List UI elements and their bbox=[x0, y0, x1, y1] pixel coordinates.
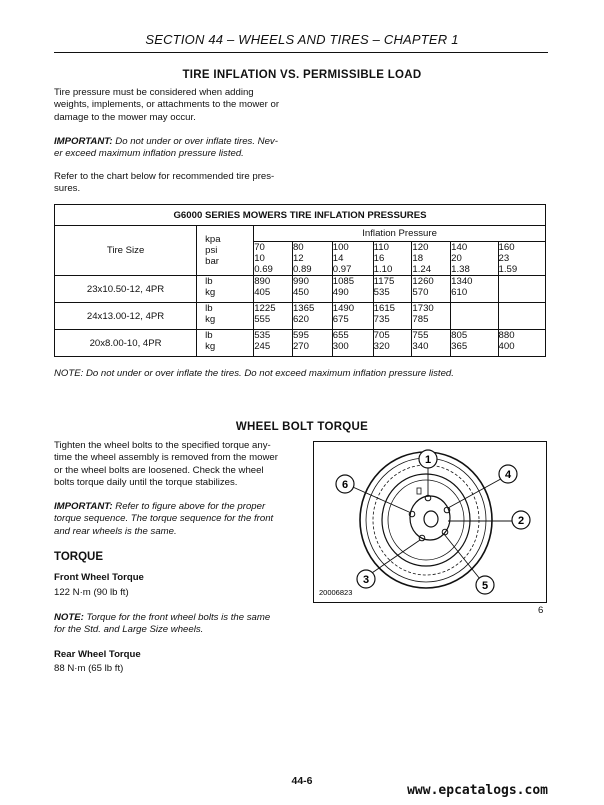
pressure-value: 10 bbox=[254, 253, 265, 264]
pressure-column-cell bbox=[412, 242, 451, 276]
unit-label: lb bbox=[205, 303, 213, 314]
unit-cell bbox=[197, 330, 254, 357]
pressure-value: 14 bbox=[332, 253, 344, 264]
load-value: 300 bbox=[332, 341, 349, 352]
pressure-value: 140 bbox=[451, 242, 468, 253]
load-value: 675 bbox=[332, 314, 349, 325]
torque-heading: TORQUE bbox=[54, 551, 103, 563]
callout-6 bbox=[336, 475, 354, 493]
important-text: er exceed maximum inflation pressure listed. bbox=[54, 148, 244, 160]
load-value-cell bbox=[292, 330, 332, 357]
pressure-value: 80 bbox=[292, 242, 304, 253]
load-value: 365 bbox=[451, 341, 468, 352]
pressure-column-cell bbox=[292, 242, 332, 276]
pressure-value: 1.59 bbox=[498, 264, 518, 275]
inflation-pressure-header: Inflation Pressure bbox=[254, 226, 546, 242]
load-value: 405 bbox=[254, 287, 271, 298]
pressure-column-cell bbox=[498, 242, 545, 276]
load-value-cell bbox=[254, 276, 293, 303]
pressure-column-cell bbox=[254, 242, 293, 276]
load-value-cell bbox=[412, 276, 451, 303]
page-number: 44-6 bbox=[291, 775, 313, 787]
load-value: 705 bbox=[373, 330, 390, 341]
table-title: G6000 SERIES MOWERS TIRE INFLATION PRESSURES bbox=[55, 205, 546, 226]
load-value-cell bbox=[498, 303, 545, 330]
load-value bbox=[499, 314, 545, 325]
load-value: 340 bbox=[412, 341, 429, 352]
load-value-cell bbox=[451, 303, 498, 330]
load-value: 1340 bbox=[451, 276, 473, 287]
front-wheel-torque-value: 122 N·m (90 lb ft) bbox=[54, 587, 129, 598]
pressure-value: 0.89 bbox=[292, 264, 312, 275]
unit-label: lb bbox=[205, 330, 213, 341]
pressure-value: 1.24 bbox=[412, 264, 432, 275]
pressure-value: 100 bbox=[332, 242, 349, 253]
torque-line: bolts torque daily until the torque stabilizes. bbox=[54, 476, 238, 488]
load-value: 1730 bbox=[412, 303, 434, 314]
load-value-cell bbox=[332, 276, 373, 303]
units-header bbox=[197, 226, 254, 276]
table-row bbox=[55, 303, 546, 330]
table-row bbox=[55, 276, 546, 303]
load-value: 490 bbox=[332, 287, 349, 298]
load-value: 1615 bbox=[373, 303, 396, 314]
torque-line: or the wheel bolts are loosened. Check the wheel bbox=[54, 464, 264, 476]
load-value: 320 bbox=[373, 341, 390, 352]
pressure-column-cell bbox=[332, 242, 373, 276]
load-value: 620 bbox=[292, 314, 309, 325]
callout-label: 3 bbox=[362, 574, 370, 586]
pressure-value: 160 bbox=[498, 242, 515, 253]
load-value: 890 bbox=[254, 276, 271, 287]
unit-label: kg bbox=[205, 287, 216, 298]
callout-4 bbox=[499, 465, 517, 483]
load-value-cell bbox=[412, 303, 451, 330]
pressure-value: 1.38 bbox=[451, 264, 470, 275]
tire-size-cell: 24x13.00-12, 4PR bbox=[55, 303, 197, 330]
load-value: 270 bbox=[292, 341, 309, 352]
wheel-torque-figure bbox=[313, 441, 547, 603]
important-text: Do not under or over inflate tires. Nev- bbox=[112, 136, 278, 147]
tire-inflation-table bbox=[54, 204, 546, 357]
front-wheel-torque-label: Front Wheel Torque bbox=[54, 572, 144, 583]
load-value: 555 bbox=[254, 314, 271, 325]
important-paragraph bbox=[54, 136, 294, 161]
tire-size-cell: 20x8.00-10, 4PR bbox=[55, 330, 197, 357]
intro-line: damage to the mower may occur. bbox=[54, 111, 196, 123]
load-value: 755 bbox=[412, 330, 429, 341]
callout-label: 6 bbox=[341, 479, 349, 491]
load-value bbox=[451, 303, 497, 314]
refer-paragraph bbox=[54, 171, 294, 196]
unit-cell bbox=[197, 276, 254, 303]
load-value: 535 bbox=[254, 330, 271, 341]
load-value-cell bbox=[498, 276, 545, 303]
torque-important-paragraph bbox=[54, 501, 294, 538]
callout-label: 5 bbox=[481, 580, 489, 592]
load-value: 400 bbox=[498, 341, 515, 352]
load-value-cell bbox=[292, 303, 332, 330]
pressure-value: 16 bbox=[373, 253, 385, 264]
pressure-value: 0.69 bbox=[254, 264, 273, 275]
load-value: 610 bbox=[451, 287, 468, 298]
tire-size-header: Tire Size bbox=[55, 226, 197, 276]
pressure-value: 23 bbox=[498, 253, 510, 264]
pressure-value: 1.10 bbox=[373, 264, 393, 275]
important-text: and rear wheels is the same. bbox=[54, 525, 177, 537]
important-label: IMPORTANT: bbox=[54, 501, 113, 512]
unit-label: lb bbox=[205, 276, 213, 287]
tire-size-cell: 23x10.50-12, 4PR bbox=[55, 276, 197, 303]
header-rule bbox=[54, 52, 548, 53]
pressure-value: 0.97 bbox=[332, 264, 352, 275]
callout-label: 2 bbox=[517, 515, 525, 527]
callout-3 bbox=[357, 570, 375, 588]
callout-1 bbox=[419, 450, 437, 468]
note-text: Torque for the front wheel bolts is the same bbox=[83, 612, 271, 623]
refer-line: sures. bbox=[54, 183, 81, 195]
load-value-cell bbox=[254, 330, 293, 357]
callout-label: 4 bbox=[504, 469, 512, 481]
note-text: for the Std. and Large Size wheels. bbox=[54, 624, 204, 636]
figure-code: 20006823 bbox=[319, 588, 353, 597]
intro-paragraph bbox=[54, 87, 294, 124]
load-value-cell bbox=[412, 330, 451, 357]
callout-5 bbox=[476, 576, 494, 594]
load-value: 1490 bbox=[332, 303, 355, 314]
unit-label: psi bbox=[205, 245, 218, 256]
load-value: 1260 bbox=[412, 276, 434, 287]
pressure-value: 12 bbox=[292, 253, 304, 264]
pressure-value: 70 bbox=[254, 242, 265, 253]
load-value-cell bbox=[332, 303, 373, 330]
load-value-cell bbox=[373, 276, 412, 303]
load-value bbox=[499, 287, 545, 298]
load-value: 570 bbox=[412, 287, 429, 298]
load-value: 785 bbox=[412, 314, 429, 325]
unit-label: kg bbox=[205, 341, 216, 352]
callout-label: 1 bbox=[424, 454, 432, 466]
important-label: IMPORTANT: bbox=[54, 136, 113, 147]
callout-2 bbox=[512, 511, 530, 529]
unit-label: kg bbox=[205, 314, 216, 325]
load-value: 990 bbox=[292, 276, 309, 287]
load-value-cell bbox=[451, 276, 498, 303]
torque-paragraph bbox=[54, 440, 294, 489]
wheel-bolt-torque-heading: WHEEL BOLT TORQUE bbox=[235, 421, 369, 433]
load-value: 655 bbox=[332, 330, 349, 341]
load-value bbox=[451, 314, 497, 325]
load-value: 535 bbox=[373, 287, 390, 298]
load-value bbox=[499, 276, 545, 287]
load-value: 1225 bbox=[254, 303, 276, 314]
load-value-cell bbox=[373, 303, 412, 330]
load-value: 1365 bbox=[292, 303, 315, 314]
note-label: NOTE: bbox=[54, 612, 84, 623]
callout-leaders bbox=[346, 466, 520, 584]
figure-number: 6 bbox=[538, 605, 544, 616]
load-value-cell bbox=[254, 303, 293, 330]
load-value bbox=[499, 303, 545, 314]
load-value: 450 bbox=[292, 287, 309, 298]
wheel-illustration bbox=[314, 442, 546, 602]
important-text: Refer to figure above for the proper bbox=[112, 501, 266, 512]
load-value: 805 bbox=[451, 330, 468, 341]
pressure-column-cell bbox=[451, 242, 498, 276]
load-value: 880 bbox=[498, 330, 515, 341]
intro-line: weights, implements, or attachments to the mower or bbox=[54, 99, 280, 111]
unit-cell bbox=[197, 303, 254, 330]
load-value: 735 bbox=[373, 314, 390, 325]
pressure-value: 18 bbox=[412, 253, 424, 264]
refer-line: Refer to the chart below for recommended tire pres- bbox=[54, 171, 275, 182]
pressure-column-cell bbox=[373, 242, 412, 276]
pressure-value: 110 bbox=[373, 242, 389, 253]
load-value: 1085 bbox=[332, 276, 355, 287]
section-header: SECTION 44 – WHEELS AND TIRES – CHAPTER 1 bbox=[145, 32, 459, 47]
intro-line: Tire pressure must be considered when adding bbox=[54, 87, 254, 98]
torque-line: Tighten the wheel bolts to the specified torque any- bbox=[54, 440, 271, 451]
torque-note-paragraph bbox=[54, 612, 294, 637]
load-value-cell bbox=[332, 330, 373, 357]
important-text: torque sequence. The torque sequence for the front bbox=[54, 513, 274, 525]
unit-label: kpa bbox=[205, 234, 221, 245]
rear-wheel-torque-value: 88 N·m (65 lb ft) bbox=[54, 663, 124, 674]
rear-wheel-torque-label: Rear Wheel Torque bbox=[54, 649, 141, 660]
load-value-cell bbox=[498, 330, 545, 357]
load-value: 1175 bbox=[373, 276, 395, 287]
watermark-url: www.epcatalogs.com bbox=[407, 783, 548, 798]
table-note: NOTE: Do not under or over inflate the tires. Do not exceed maximum inflation pressure listed. bbox=[54, 368, 454, 379]
load-rows bbox=[55, 276, 546, 357]
load-value-cell bbox=[373, 330, 412, 357]
table-row bbox=[55, 330, 546, 357]
pressure-value: 20 bbox=[451, 253, 462, 264]
load-value: 245 bbox=[254, 341, 271, 352]
load-value: 595 bbox=[292, 330, 309, 341]
load-value-cell bbox=[292, 276, 332, 303]
unit-label: bar bbox=[205, 256, 219, 267]
torque-line: time the wheel assembly is removed from the mower bbox=[54, 452, 278, 464]
pressure-value: 120 bbox=[412, 242, 429, 253]
inflation-heading: TIRE INFLATION VS. PERMISSIBLE LOAD bbox=[182, 69, 422, 81]
load-value-cell bbox=[451, 330, 498, 357]
